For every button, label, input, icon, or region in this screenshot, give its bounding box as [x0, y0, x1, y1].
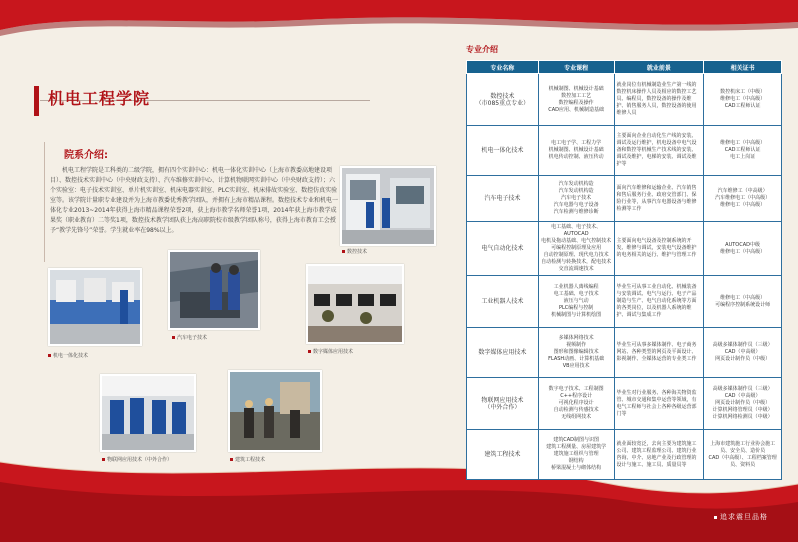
- table-row: [467, 176, 782, 222]
- table-row: [467, 222, 782, 276]
- major-certificates: 数控机床工（中级） 维修电工（中高级） CAD工程师认证: [704, 74, 782, 126]
- photo-cnc: [340, 166, 436, 246]
- table-row: [467, 328, 782, 378]
- bullet-dot: [48, 354, 51, 357]
- caption-text: 数字媒体应用技术: [313, 349, 354, 355]
- major-name: 数字媒体应用技术: [467, 328, 539, 378]
- caption-text: 物联网应用技术（中外合作）: [107, 457, 173, 463]
- major-certificates: 高级多媒体制作员（三级） CAD（中高级） 网页设计制作员（中级） 计算机网络管理员（中级） 计算机网络检测员（中级）: [704, 378, 782, 430]
- major-prospects: 毕业生对行业服务、各种海关物资监管、城市交通和集中运营等领域，有电气工程师与社会上各种各级运营部门等: [614, 378, 704, 430]
- intro-text: 机电工程学院是工科类的二级学院，拥有四个实训中心：机电一体化实训中心（上海市教委高地建设项目）、数控技术实训中心（中央财政支持）、汽车维修实训中心、计算机物联网实训中心（中央财政支持）；六个实验室：电子技术实训室、单片机实训室、机床电器实训室、PLC实训室、机床排故实验室、数控仿真实验室等。该学院计量职专业建设并为上海市教委优秀教学团队，并拥有上海市精品课程。数控技术专业和机电一体化专业2013~2014年获得上海市精品课程荣誉2项，获上海市教学名师荣誉1项，2014年获上海市教学成果奖（职业教育）二等奖1项，数控技术教学团队获上海高职院校市级教学团队称号，获得上海市教育工会授予“教学先锋号”荣誉。学生就业率在98%以上。: [50, 167, 339, 234]
- major-courses: 建筑CAD制图与识图 建筑工程测量、房屋建筑学 建筑施工组织与管理 钢结构 桥梁混凝土与砌体结构: [538, 430, 614, 480]
- photo-construction: [228, 370, 322, 452]
- caption-iot: [102, 456, 172, 463]
- table-row: [467, 378, 782, 430]
- major-courses: 电工电子学、工程力学 机械制图、机械设计基础 机电传动控制、液压传动: [538, 126, 614, 176]
- major-prospects: 毕业生可从事工业自动化、机械装备与安装调试、电气与运行、电子产品制造与生产、电气自动化系统等方面的各类岗位，以及机器人系统的维护、调试与集成工作: [614, 276, 704, 328]
- footer-text: 追求震旦品格: [720, 513, 768, 521]
- caption-digital-media: [308, 348, 353, 355]
- photo-auto-electronics: [168, 250, 260, 330]
- intro-heading: 院系介绍:: [64, 150, 108, 161]
- page-title: 机电工程学院: [48, 89, 151, 108]
- major-courses: 电工基础、电子技术、AUTOCAD 电机及拖动基础、电气控制技术 可编程控制原理及应用 自动控制原理、现代电力技术 自动检测与转换技术，配电技术 交直流调速技术: [538, 222, 614, 276]
- bullet-dot: [172, 336, 175, 339]
- major-prospects: 就业岗位有机械制造业生产第一线的数控机床操作人员及相应的数控工艺员、编程员，数控设备的操作及维护、销售服务人员，数控设备的使用维修人员: [614, 74, 704, 126]
- bullet-dot: [714, 516, 717, 519]
- major-courses: 工业机器人离线编程 电工基础、电子技术 液压与气动 PLC编程与控制 机械制图与计算机绘图: [538, 276, 614, 328]
- photo-mechatronics: [48, 268, 142, 346]
- major-name: 工业机器人技术: [467, 276, 539, 328]
- major-certificates: 维修电工（中高级） 可编程序控制系统设计师: [704, 276, 782, 328]
- photo-iot: [100, 374, 196, 452]
- caption-construction: [230, 456, 265, 463]
- column-header: 专业课程: [538, 61, 614, 74]
- major-name: 电气自动化技术: [467, 222, 539, 276]
- major-prospects: 就业面较宽泛，去向主要为建筑施工公司、建筑工程监理公司、建筑行业咨询、中介、房地产业及行政管理的设计与施工、施工员、质量员等: [614, 430, 704, 480]
- major-certificates: 高级多媒体制作员（三级） CAD（中高级） 网页设计制作员（中级）: [704, 328, 782, 378]
- intro-rule: [44, 142, 45, 262]
- footer-slogan: [714, 512, 768, 522]
- major-certificates: 汽车维修工（中高级） 汽车维修电工（中高级） 维修电工（中高级）: [704, 176, 782, 222]
- column-header: 专业名称: [467, 61, 539, 74]
- major-name: 汽车电子技术: [467, 176, 539, 222]
- major-courses: 多媒体网络技术 视频制作 图形和图像编辑技术 FLASH动画、计算机基础 VB应用技术: [538, 328, 614, 378]
- table-row: [467, 126, 782, 176]
- caption-cnc: [342, 248, 367, 255]
- majors-table: [466, 60, 782, 480]
- bullet-dot: [230, 458, 233, 461]
- major-courses: 数字电子技术、工程制图 C++程序设计 可视化程序设计 自动检测与传感技术 无线组网技术: [538, 378, 614, 430]
- bullet-dot: [342, 250, 345, 253]
- bullet-dot: [102, 458, 105, 461]
- photo-digital-media: [306, 264, 404, 344]
- major-prospects: 主要面向企业自动化生产线的安装、调试及运行维护，机电设备中电气设备和数控等机械生产技术线的安装、调试及维护，电梯的安装、调试及维护等: [614, 126, 704, 176]
- major-name: 数控技术 （市085重点专业）: [467, 74, 539, 126]
- caption-mechatronics: [48, 352, 88, 359]
- section-title: 专业介绍: [466, 45, 498, 54]
- bullet-dot: [308, 350, 311, 353]
- major-prospects: 面向汽车维修和运输企业、汽车销售和售后服务行业、政府交管部门、保险行业等，从事汽车电器设备与维修检测等工作: [614, 176, 704, 222]
- major-name: 建筑工程技术: [467, 430, 539, 480]
- caption-text: 汽车电子技术: [177, 335, 208, 341]
- major-name: 机电一体化技术: [467, 126, 539, 176]
- major-prospects: 毕业生可从事多媒体制作、电子商务网站、各种类型的网页及平面设计、影视制作、全媒体运营的专业类工作: [614, 328, 704, 378]
- caption-text: 机电一体化技术: [53, 353, 89, 359]
- caption-text: 建筑工程技术: [235, 457, 266, 463]
- column-header: 相关证书: [704, 61, 782, 74]
- table-row: [467, 74, 782, 126]
- table-row: [467, 276, 782, 328]
- major-name: 物联网应用技术 （中外合作）: [467, 378, 539, 430]
- table-header-row: [467, 61, 782, 74]
- table-row: [467, 430, 782, 480]
- caption-text: 数控技术: [347, 249, 368, 255]
- major-certificates: AUTOCAD中级 维修电工（中高级）: [704, 222, 782, 276]
- major-prospects: 主要面向电气设备及控制系统的开发、维修与调试，安装电气设备维护的电务相关的运行、维护与管理工作: [614, 222, 704, 276]
- title-accent-bar: [34, 86, 39, 116]
- major-courses: 汽车发动机构造 汽车发动机构造 汽车电子技术 汽车电器与电子设备 汽车检测与维修诊断: [538, 176, 614, 222]
- major-courses: 机械制图、机械设计基础 数控加工工艺 数控编程及操作 CAD应用、机械制造基础: [538, 74, 614, 126]
- major-certificates: 维修电工（中高级） CAD工程师认证 电工上岗证: [704, 126, 782, 176]
- column-header: 就业前景: [614, 61, 704, 74]
- major-certificates: 上海市建筑施工行业协会施工员、安全员、造价员 CAD（中高级）、工程档案管理员、资料员: [704, 430, 782, 480]
- caption-auto-electronics: [172, 334, 207, 341]
